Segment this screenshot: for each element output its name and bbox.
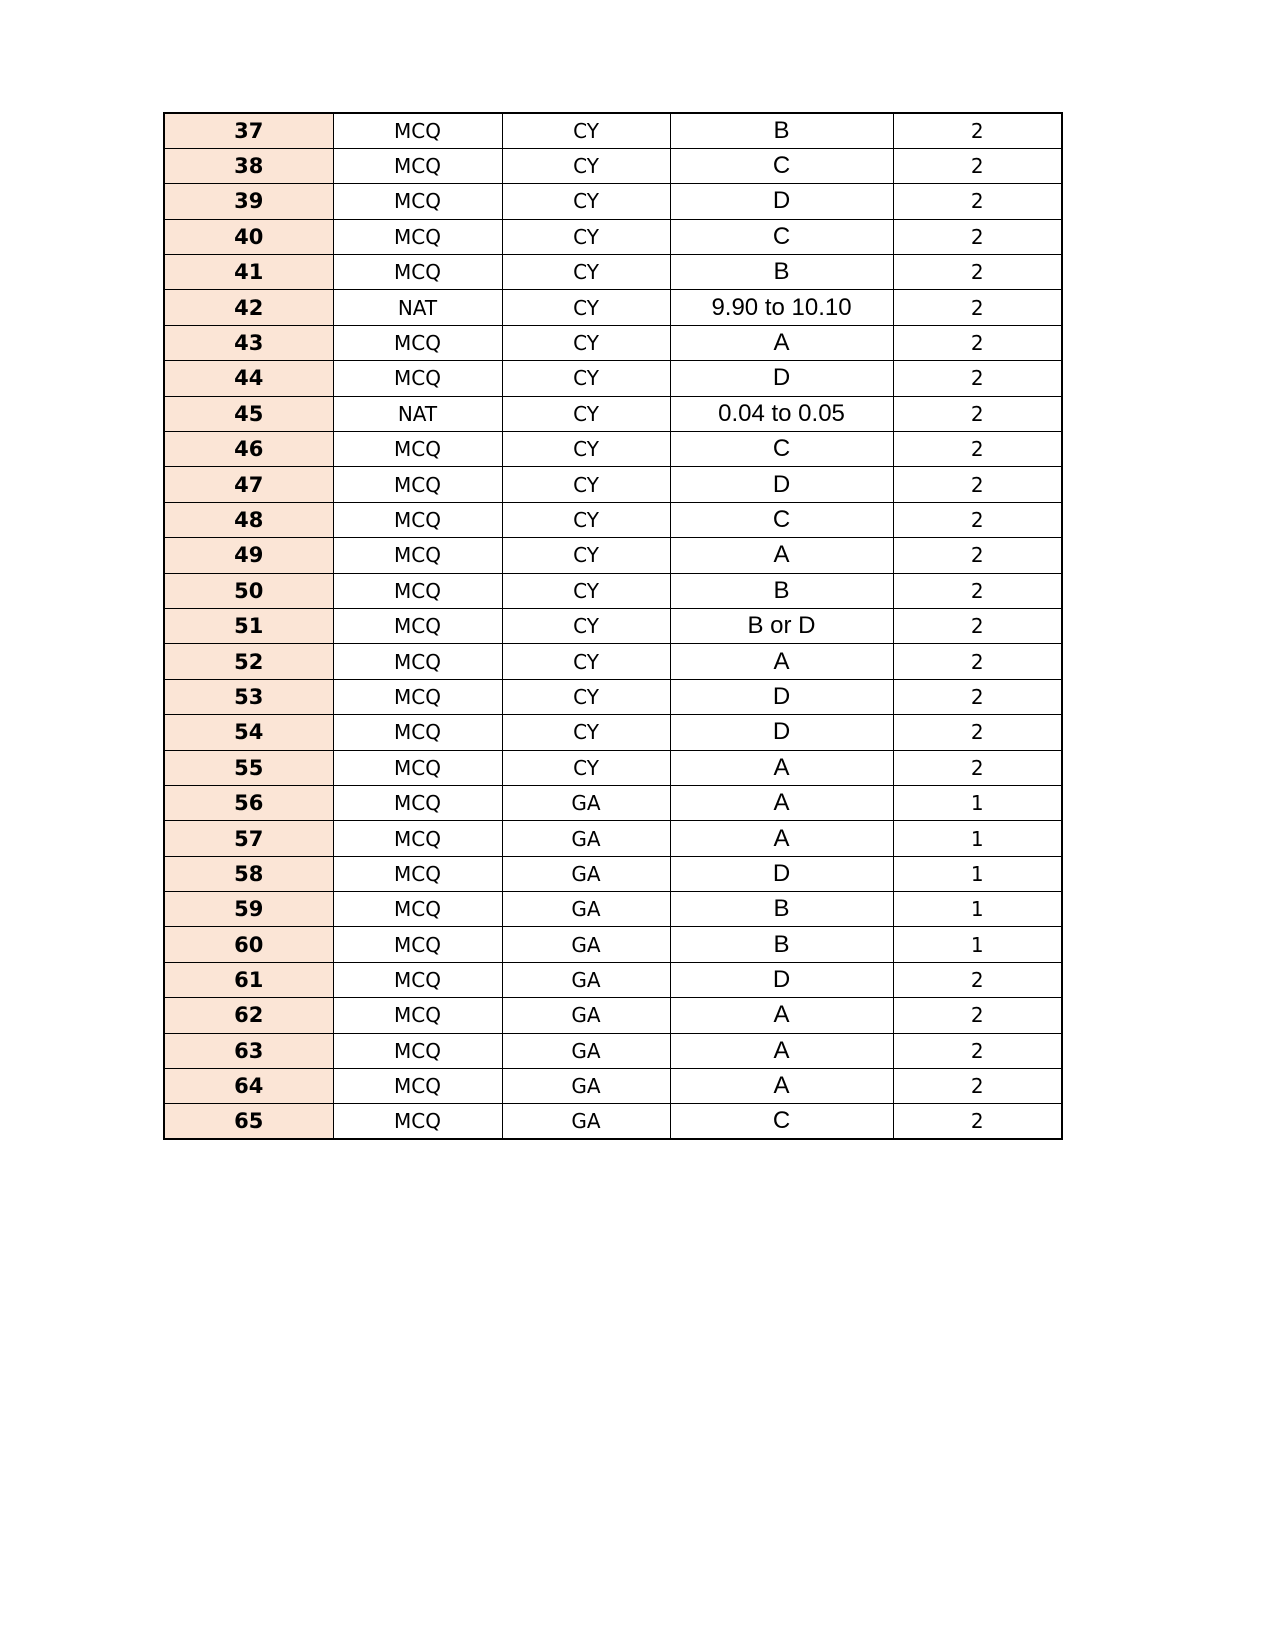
question-number-cell: 59 [164,892,333,927]
section-cell: CY [502,467,670,502]
answer-key-cell: C [670,502,893,537]
answer-key-cell: B [670,255,893,290]
section-cell: CY [502,432,670,467]
section-cell: CY [502,538,670,573]
marks-cell: 2 [893,998,1062,1033]
table-row [164,148,1062,183]
question-type-cell: MCQ [333,502,502,537]
table-row [164,856,1062,891]
section-cell: GA [502,1104,670,1139]
answer-key-cell: A [670,785,893,820]
table-row [164,608,1062,643]
table-row [164,998,1062,1033]
answer-key-cell: A [670,821,893,856]
marks-cell: 2 [893,255,1062,290]
question-number-cell: 48 [164,502,333,537]
answer-key-cell: A [670,998,893,1033]
section-cell: CY [502,644,670,679]
question-type-cell: MCQ [333,255,502,290]
question-type-cell: MCQ [333,1033,502,1068]
question-type-cell: MCQ [333,467,502,502]
table-row [164,361,1062,396]
marks-cell: 2 [893,644,1062,679]
question-number-cell: 49 [164,538,333,573]
section-cell: CY [502,679,670,714]
marks-cell: 2 [893,219,1062,254]
answer-key-cell: D [670,679,893,714]
section-cell: CY [502,219,670,254]
question-type-cell: MCQ [333,962,502,997]
marks-cell: 1 [893,785,1062,820]
question-number-cell: 44 [164,361,333,396]
question-type-cell: MCQ [333,750,502,785]
question-number-cell: 62 [164,998,333,1033]
table-row [164,962,1062,997]
table-row [164,644,1062,679]
table-row [164,1104,1062,1139]
question-type-cell: MCQ [333,538,502,573]
table-row [164,1069,1062,1104]
table-row [164,538,1062,573]
question-type-cell: MCQ [333,608,502,643]
marks-cell: 1 [893,821,1062,856]
table-row [164,396,1062,431]
question-number-cell: 53 [164,679,333,714]
question-type-cell: MCQ [333,184,502,219]
marks-cell: 2 [893,432,1062,467]
marks-cell: 2 [893,1104,1062,1139]
answer-key-cell: A [670,1069,893,1104]
table-row [164,219,1062,254]
answer-key-cell: D [670,184,893,219]
marks-cell: 2 [893,573,1062,608]
table-row [164,892,1062,927]
answer-key-cell: C [670,148,893,183]
question-number-cell: 42 [164,290,333,325]
section-cell: GA [502,1069,670,1104]
question-number-cell: 51 [164,608,333,643]
answer-key-cell: D [670,467,893,502]
section-cell: CY [502,715,670,750]
section-cell: CY [502,184,670,219]
marks-cell: 2 [893,290,1062,325]
marks-cell: 2 [893,679,1062,714]
answer-key-cell: D [670,715,893,750]
answer-key-cell: A [670,1033,893,1068]
question-type-cell: MCQ [333,113,502,148]
marks-cell: 2 [893,396,1062,431]
answer-key-cell: A [670,538,893,573]
table-row [164,113,1062,148]
question-type-cell: MCQ [333,148,502,183]
question-type-cell: MCQ [333,325,502,360]
question-type-cell: MCQ [333,573,502,608]
section-cell: CY [502,148,670,183]
answer-key-cell: B [670,113,893,148]
question-number-cell: 64 [164,1069,333,1104]
question-type-cell: MCQ [333,679,502,714]
section-cell: GA [502,785,670,820]
section-cell: CY [502,113,670,148]
question-type-cell: MCQ [333,644,502,679]
answer-key-cell: B [670,892,893,927]
table-row [164,1033,1062,1068]
section-cell: CY [502,290,670,325]
answer-key-cell: B [670,927,893,962]
marks-cell: 1 [893,927,1062,962]
answer-key-table-body [164,113,1062,1139]
section-cell: GA [502,856,670,891]
table-row [164,325,1062,360]
section-cell: GA [502,962,670,997]
marks-cell: 2 [893,608,1062,643]
question-type-cell: MCQ [333,892,502,927]
question-type-cell: MCQ [333,927,502,962]
marks-cell: 2 [893,325,1062,360]
question-number-cell: 57 [164,821,333,856]
question-number-cell: 60 [164,927,333,962]
marks-cell: 2 [893,715,1062,750]
question-number-cell: 47 [164,467,333,502]
section-cell: CY [502,255,670,290]
answer-key-cell: D [670,361,893,396]
table-row [164,679,1062,714]
marks-cell: 2 [893,1069,1062,1104]
question-type-cell: MCQ [333,998,502,1033]
answer-key-cell: A [670,325,893,360]
question-number-cell: 43 [164,325,333,360]
marks-cell: 2 [893,750,1062,785]
marks-cell: 2 [893,184,1062,219]
marks-cell: 1 [893,892,1062,927]
question-number-cell: 52 [164,644,333,679]
question-number-cell: 46 [164,432,333,467]
marks-cell: 2 [893,502,1062,537]
marks-cell: 2 [893,962,1062,997]
question-number-cell: 40 [164,219,333,254]
question-number-cell: 50 [164,573,333,608]
answer-key-cell: A [670,644,893,679]
table-row [164,750,1062,785]
answer-key-cell: A [670,750,893,785]
question-number-cell: 63 [164,1033,333,1068]
question-number-cell: 55 [164,750,333,785]
table-row [164,255,1062,290]
section-cell: GA [502,1033,670,1068]
section-cell: CY [502,502,670,537]
section-cell: GA [502,998,670,1033]
table-row [164,821,1062,856]
question-type-cell: MCQ [333,219,502,254]
answer-key-cell: C [670,432,893,467]
table-row [164,290,1062,325]
marks-cell: 1 [893,856,1062,891]
answer-key-cell: C [670,219,893,254]
question-number-cell: 39 [164,184,333,219]
question-type-cell: MCQ [333,1069,502,1104]
question-number-cell: 61 [164,962,333,997]
question-number-cell: 37 [164,113,333,148]
section-cell: GA [502,927,670,962]
table-row [164,785,1062,820]
answer-key-cell: C [670,1104,893,1139]
answer-key-cell: 9.90 to 10.10 [670,290,893,325]
question-type-cell: MCQ [333,715,502,750]
question-type-cell: MCQ [333,432,502,467]
section-cell: CY [502,396,670,431]
answer-key-cell: B [670,573,893,608]
answer-key-cell: D [670,962,893,997]
question-number-cell: 54 [164,715,333,750]
answer-key-table [163,112,1063,1140]
table-row [164,715,1062,750]
section-cell: CY [502,325,670,360]
question-type-cell: MCQ [333,785,502,820]
question-number-cell: 65 [164,1104,333,1139]
table-row [164,432,1062,467]
section-cell: CY [502,361,670,396]
section-cell: CY [502,608,670,643]
marks-cell: 2 [893,467,1062,502]
section-cell: GA [502,821,670,856]
question-number-cell: 41 [164,255,333,290]
section-cell: CY [502,573,670,608]
answer-key-cell: 0.04 to 0.05 [670,396,893,431]
question-number-cell: 45 [164,396,333,431]
question-type-cell: MCQ [333,821,502,856]
table-row [164,502,1062,537]
question-type-cell: MCQ [333,361,502,396]
table-row [164,467,1062,502]
question-number-cell: 58 [164,856,333,891]
question-type-cell: MCQ [333,856,502,891]
table-row [164,927,1062,962]
section-cell: GA [502,892,670,927]
marks-cell: 2 [893,538,1062,573]
question-type-cell: MCQ [333,1104,502,1139]
question-number-cell: 38 [164,148,333,183]
table-row [164,573,1062,608]
question-type-cell: NAT [333,290,502,325]
marks-cell: 2 [893,1033,1062,1068]
question-number-cell: 56 [164,785,333,820]
question-type-cell: NAT [333,396,502,431]
answer-key-cell: D [670,856,893,891]
marks-cell: 2 [893,361,1062,396]
marks-cell: 2 [893,148,1062,183]
section-cell: CY [502,750,670,785]
table-row [164,184,1062,219]
marks-cell: 2 [893,113,1062,148]
answer-key-cell: B or D [670,608,893,643]
